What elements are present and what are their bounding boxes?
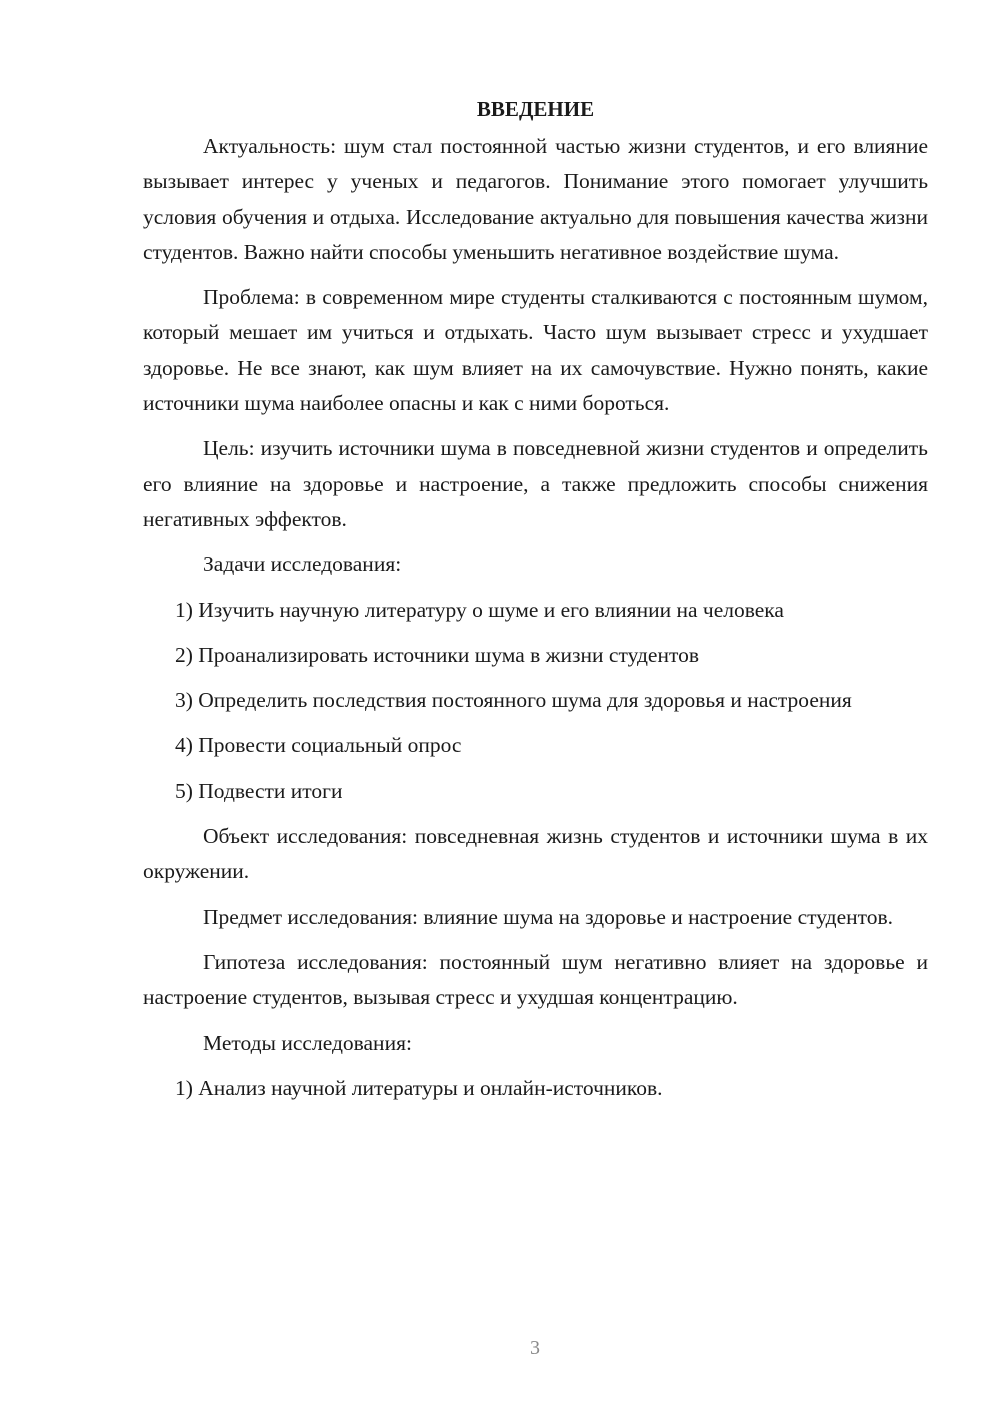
problem-paragraph: Проблема: в современном мире студенты сталкиваются с постоянным шумом, который мешает им учиться и отдыхать. Часто шум вызывает стресс и ухудшает здоровье. Не все знают, как шум влияет на их самочувствие. Нужно понять, какие источники шума наиболее опасны и как с ними бороться. (143, 285, 928, 416)
method-item: 1) Анализ научной литературы и онлайн-источников. (175, 1075, 663, 1100)
task-item: 5) Подвести итоги (175, 778, 343, 803)
task-item: 1) Изучить научную литературу о шуме и его влиянии на человека (175, 597, 784, 622)
relevance-paragraph: Актуальность: шум стал постоянной частью жизни студентов, и его влияние вызывает интерес у ученых и педагогов. Понимание этого помогает улучшить условия обучения и отдыха. Исследование актуально для повышения качества жизни студентов. Важно найти способы уменьшить негативное воздействие шума. (143, 134, 928, 264)
page-number: 3 (530, 1337, 540, 1359)
tasks-heading: Задачи исследования: (203, 552, 402, 577)
page-title: ВВЕДЕНИЕ (476, 97, 595, 121)
task-item: 4) Провести социальный опрос (175, 733, 462, 758)
task-item: 2) Проанализировать источники шума в жизни студентов (175, 642, 699, 667)
object-paragraph: Объект исследования: повседневная жизнь студентов и источники шума в их окружении. (143, 824, 928, 884)
subject-paragraph: Предмет исследования: влияние шума на здоровье и настроение студентов. (203, 904, 894, 929)
hypothesis-paragraph: Гипотеза исследования: постоянный шум негативно влияет на здоровье и настроение студентов, вызывая стресс и ухудшая концентрацию. (143, 949, 928, 1010)
goal-paragraph: Цель: изучить источники шума в повседневной жизни студентов и определить его влияние на здоровье и настроение, а также предложить способы снижения негативных эффектов. (143, 436, 928, 531)
page-content (143, 92, 928, 1116)
methods-heading: Методы исследования: (203, 1030, 412, 1055)
task-item: 3) Определить последствия постоянного шума для здоровья и настроения (175, 688, 852, 713)
